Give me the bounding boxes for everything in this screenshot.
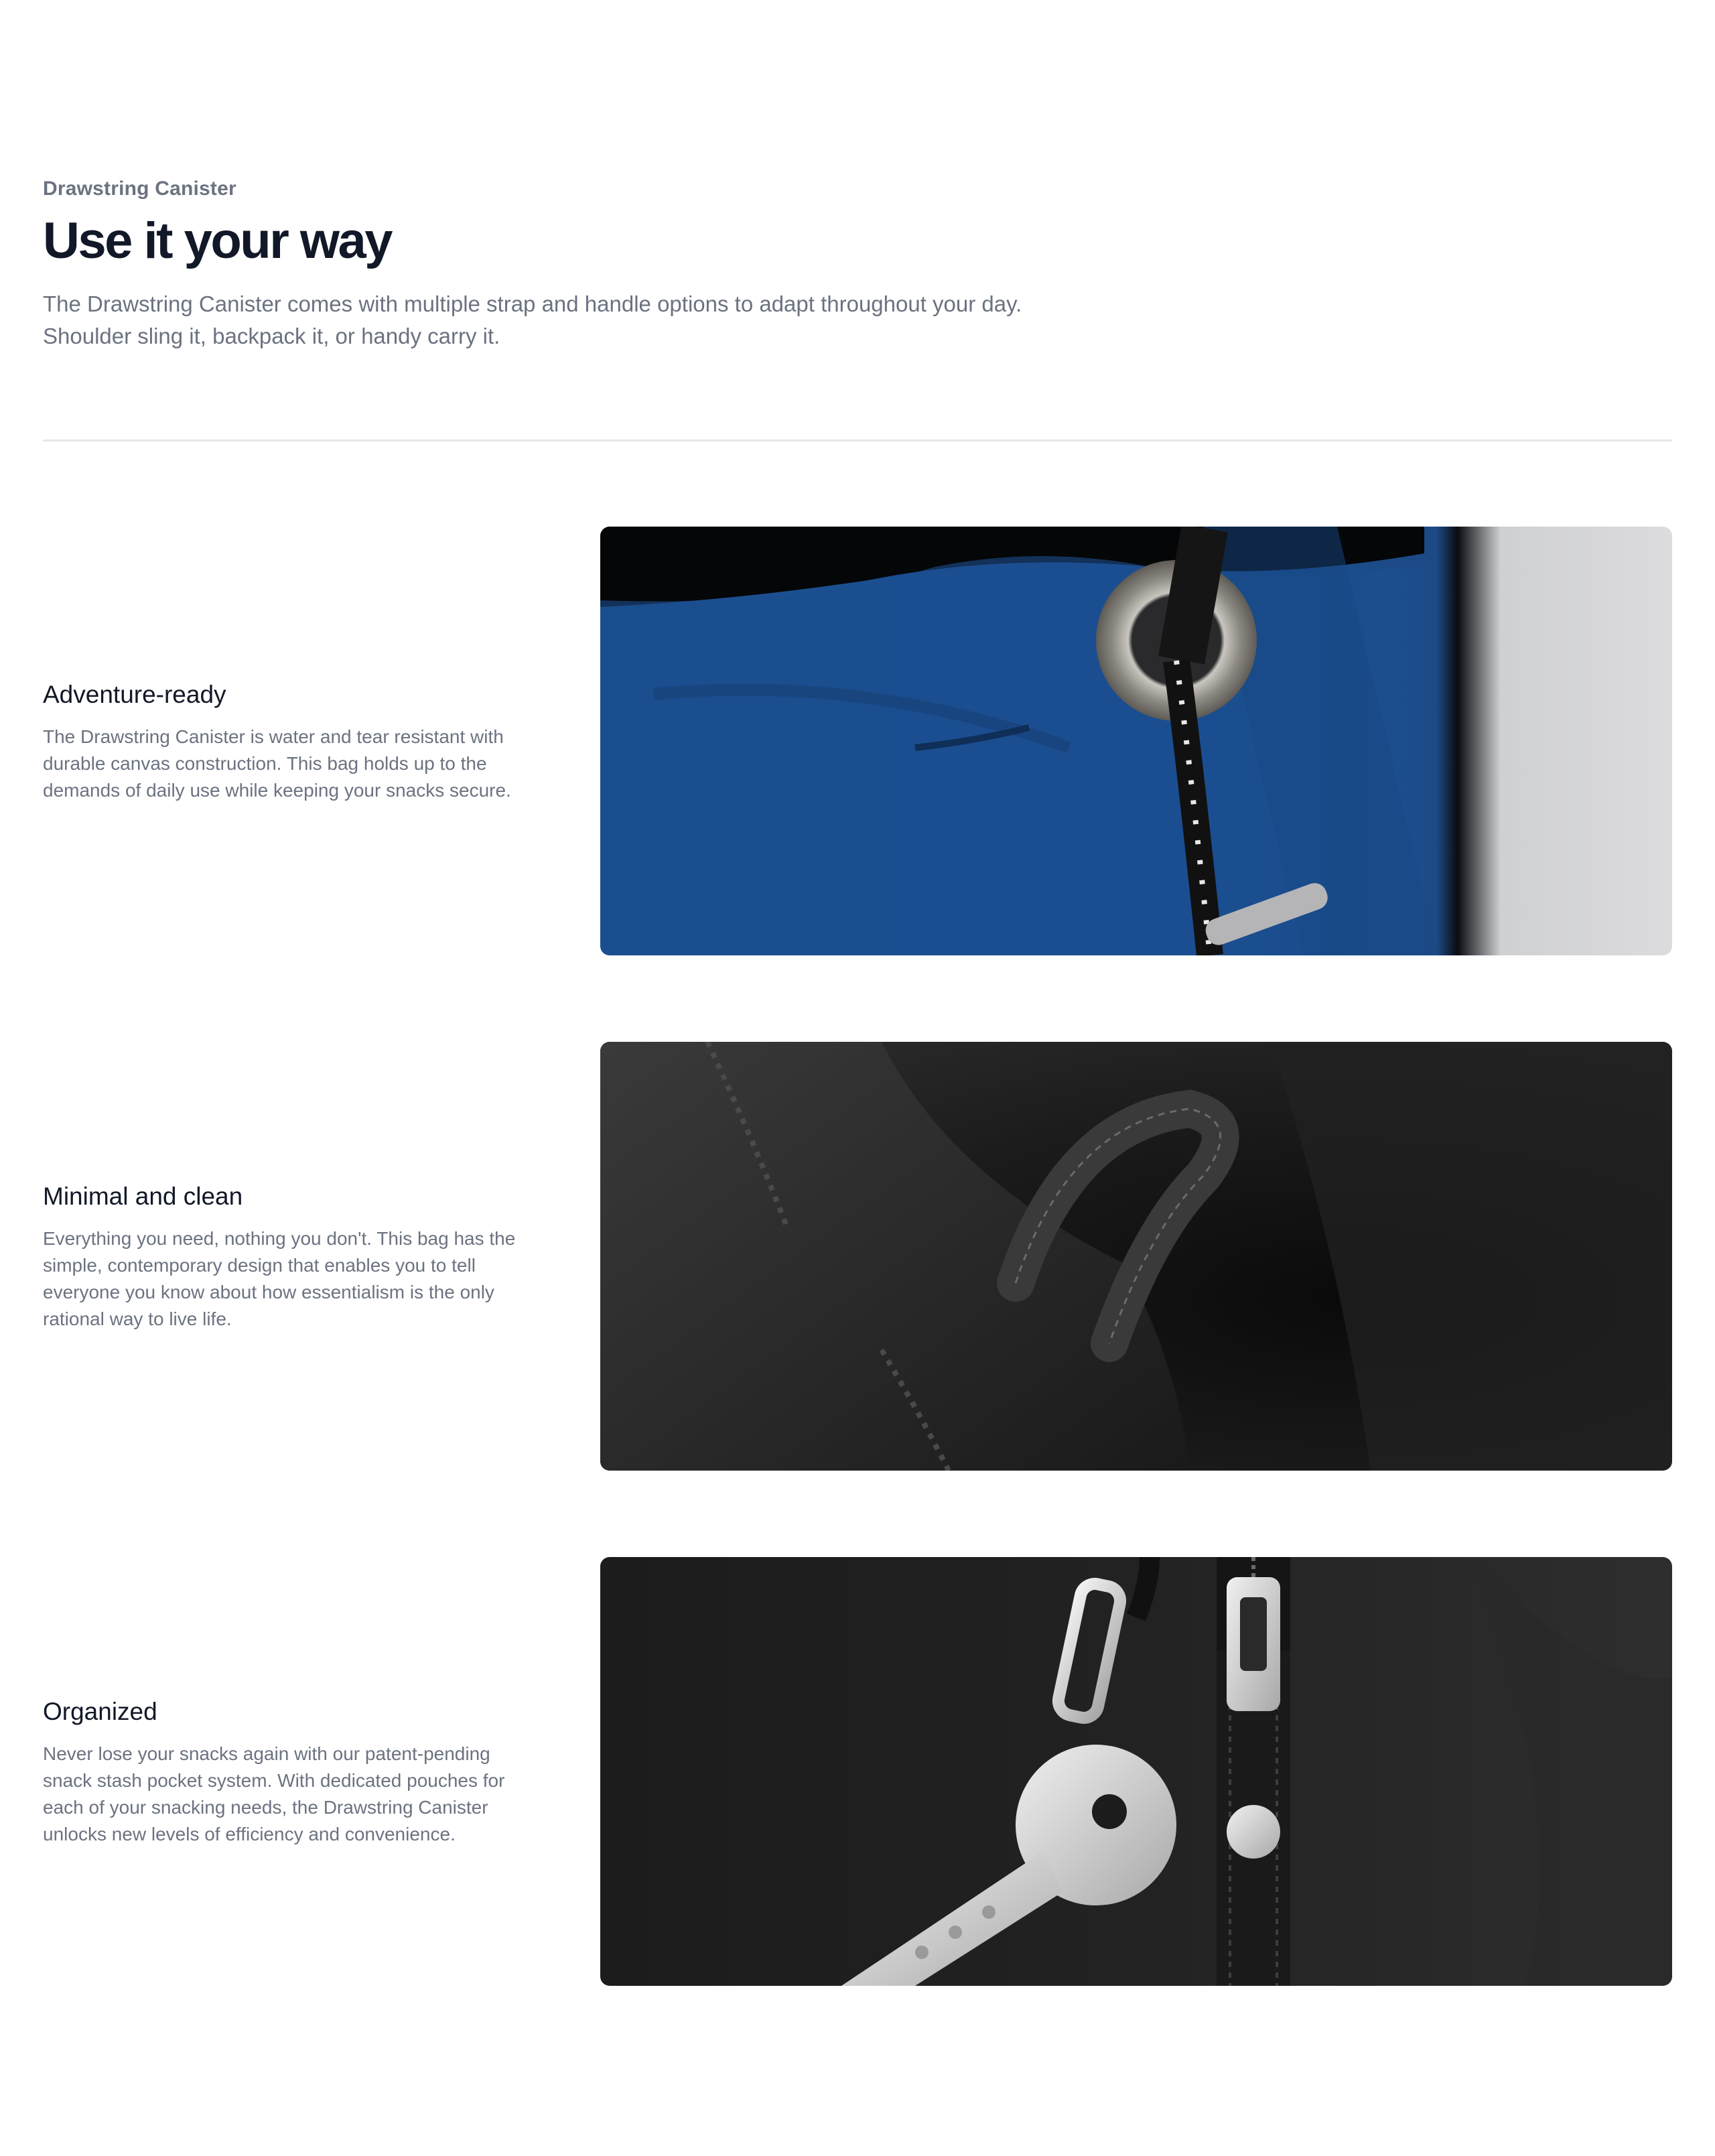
feature-organized — [43, 1557, 1672, 1986]
feature-title: Organized — [43, 1698, 157, 1725]
zipper-key-clip-image — [600, 1557, 1672, 1986]
feature-title: Minimal and clean — [43, 1183, 243, 1210]
intro-line: The Drawstring Canister comes with multiple strap and handle options to adapt throughout your day. — [43, 291, 1022, 316]
feature-text — [43, 1042, 565, 1471]
blue-canvas-drawstring-image — [600, 527, 1672, 955]
feature-description: Everything you need, nothing you don't. This bag has the simple, contemporary design that enables you to tell everyone you know about how essentialism is the only rational way to live life. — [43, 1228, 516, 1329]
feature-text — [43, 527, 565, 955]
feature-description: The Drawstring Canister is water and tear resistant with durable canvas construction. This bag holds up to the demands of daily use while keeping your snacks secure. — [43, 726, 511, 801]
product-eyebrow: Drawstring Canister — [43, 178, 236, 200]
black-fabric-loop-image — [600, 1042, 1672, 1471]
black-fabric-loop-photo — [600, 1042, 1672, 1471]
feature-text — [43, 1557, 565, 1986]
feature-description: Never lose your snacks again with our patent-pending snack stash pocket system. With dedicated pouches for each of your snacking needs, the Drawstring Canister unlocks new levels of efficiency and convenience. — [43, 1743, 505, 1844]
blue-canvas-drawstring-photo — [600, 527, 1672, 955]
zipper-key-clip-photo — [600, 1557, 1672, 1986]
section-divider — [43, 440, 1672, 442]
intro-line: Shoulder sling it, backpack it, or handy carry it. — [43, 324, 500, 348]
feature-minimal-and-clean — [43, 1042, 1672, 1471]
section-intro — [43, 288, 1142, 352]
feature-title: Adventure-ready — [43, 681, 226, 708]
feature-adventure-ready — [43, 527, 1672, 955]
section-headline: Use it your way — [43, 212, 392, 269]
